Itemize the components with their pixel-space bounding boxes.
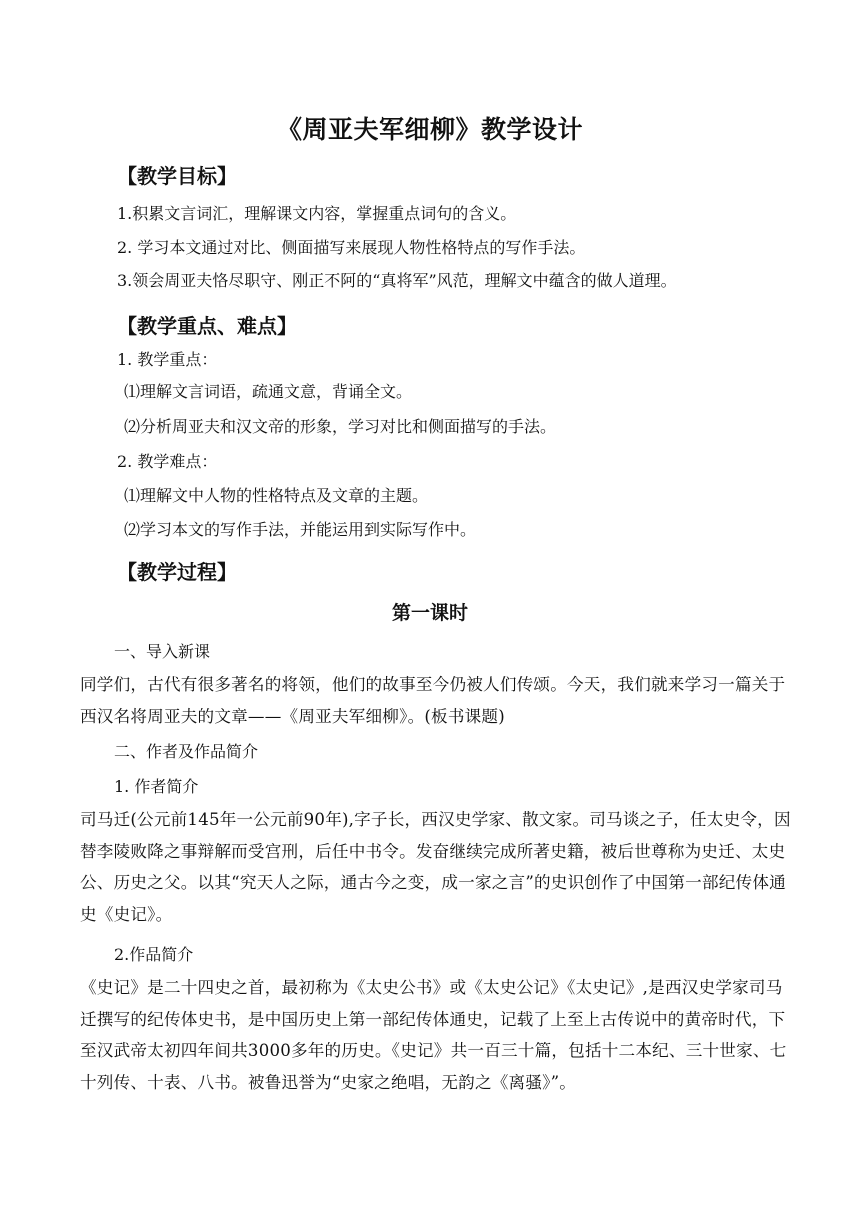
author-paragraph: 司马迁(公元前145年一公元前90年),字子长，西汉史学家、散文家。司马谈之子，任太史令，因替李陵败降之事辩解而受宫刑，后任中书令。发奋继续完成所著史籍，被后世尊称为史迁、太史公、历史之父。以其“究天人之际，通古今之变，成一家之言”的史识创作了中国第一部纪传体通史《史记》。 <box>80 810 791 924</box>
work-heading: 2.作品简介 <box>114 945 194 964</box>
difficulty-item-1: ⑴理解文中人物的性格特点及文章的主题。 <box>124 486 429 505</box>
work-paragraph: 《史记》是二十四史之首，最初称为《太史公书》或《太史公记》《太史记》,是西汉史学家司马迁撰写的纪传体史书，是中国历史上第一部纪传体通史，记载了上至上古传说中的黄帝时代，下至汉武帝太初四年间共3000多年的历史。《史记》共一百三十篇，包括十二本纪、三十世家、七十列传、十表、八书。被鲁迅誉为“史家之绝唱，无韵之《离骚》”。 <box>80 978 787 1092</box>
goal-item-3: 3.领会周亚夫恪尽职守、刚正不阿的“真将军”风范，理解文中蕴含的做人道理。 <box>117 271 677 290</box>
goals-heading: 【教学目标】 <box>117 164 237 188</box>
focus-item-1: ⑴理解文言词语，疏通文意，背诵全文。 <box>124 382 413 401</box>
difficulty-item-2: ⑵学习本文的写作手法，并能运用到实际写作中。 <box>124 520 477 539</box>
process-heading: 【教学过程】 <box>117 560 237 584</box>
focus-item-2: ⑵分析周亚夫和汉文帝的形象，学习对比和侧面描写的手法。 <box>124 417 557 436</box>
document-title: 《周亚夫军细柳》教学设计 <box>276 115 583 144</box>
focus-label: 1. 教学重点： <box>117 350 218 369</box>
goal-item-1: 1.积累文言词汇，理解课文内容，掌握重点词句的含义。 <box>117 204 517 223</box>
key-points-heading: 【教学重点、难点】 <box>117 314 297 338</box>
author-section-heading: 二、作者及作品简介 <box>114 742 259 761</box>
intro-heading: 一、导入新课 <box>114 642 211 661</box>
author-heading: 1. 作者简介 <box>114 777 199 796</box>
difficulty-label: 2. 教学难点： <box>117 452 218 471</box>
goal-item-2: 2. 学习本文通过对比、侧面描写来展现人物性格特点的写作手法。 <box>117 238 586 257</box>
lesson-title: 第一课时 <box>391 602 468 624</box>
intro-paragraph: 同学们，古代有很多著名的将领，他们的故事至今仍被人们传颂。今天，我们就来学习一篇关于西汉名将周亚夫的文章——《周亚夫军细柳》。(板书课题) <box>80 675 786 726</box>
